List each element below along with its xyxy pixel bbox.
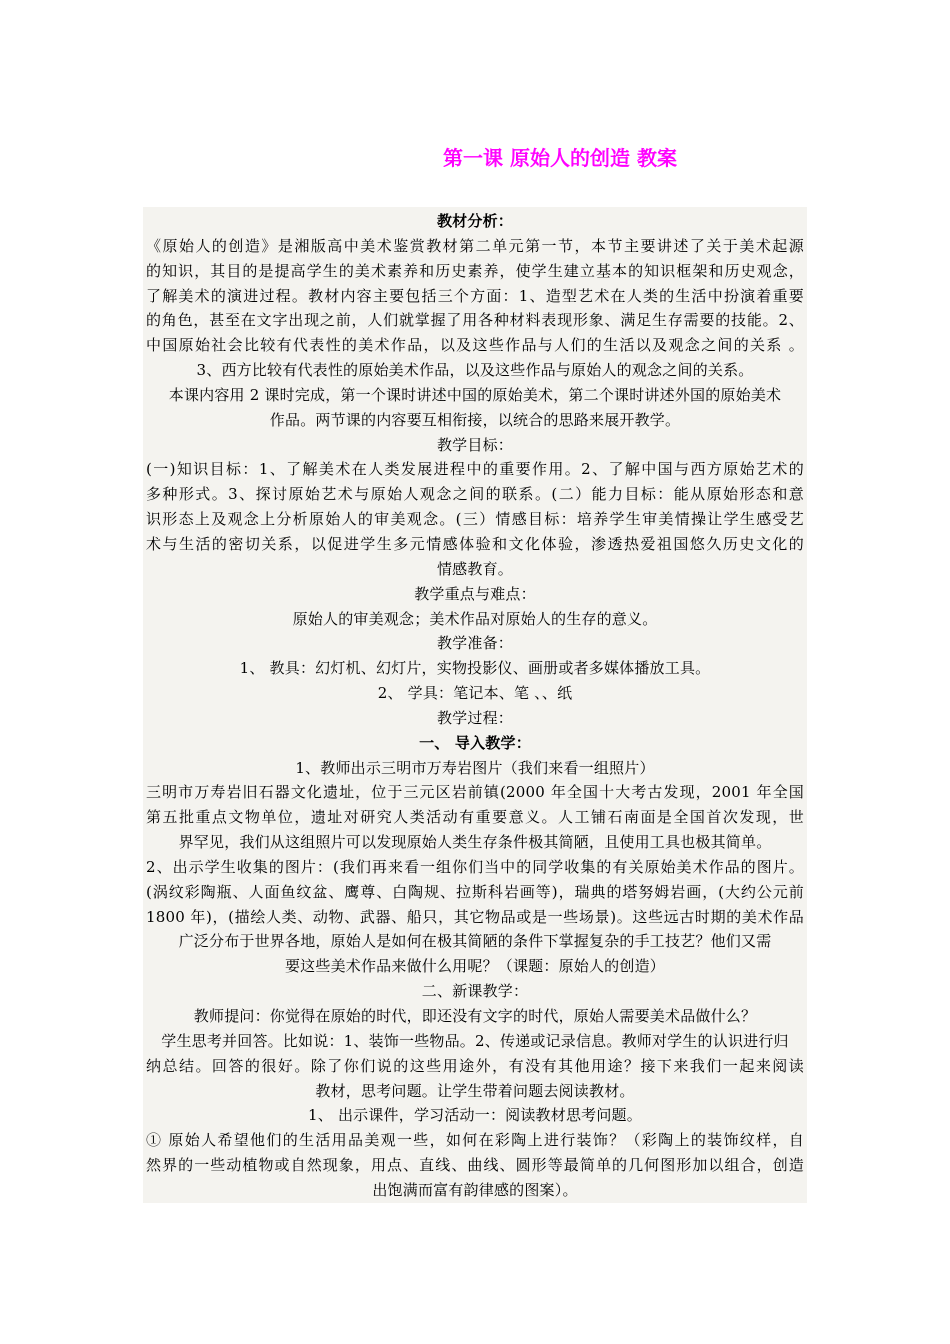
text-line: 识形态上及观念上分析原始人的审美观念。(三）情感目标：培养学生审美情操让学生感受艺 bbox=[146, 510, 804, 529]
text-line: 作品。两节课的内容要互相衔接，以统合的思路来展开教学。 bbox=[269, 410, 681, 429]
text-line: 出饱满而富有韵律感的图案）。 bbox=[372, 1180, 578, 1199]
text-line: 情感教育。 bbox=[436, 559, 513, 578]
text-line: 教师提问：你觉得在原始的时代，即还没有文字的时代，原始人需要美术品做什么？ bbox=[193, 1007, 757, 1025]
text-line: 第五批重点文物单位，遗址对研究人类活动有重要意义。人工铺石南面是全国首次发现，世 bbox=[146, 808, 804, 827]
text-line: (一)知识目标：1、了解美术在人类发展进程中的重要作用。2、了解中国与西方原始艺术的 bbox=[146, 460, 804, 479]
text-line: 《原始人的创造》是湘版高中美术鉴赏教材第二单元第一节，本节主要讲述了关于美术起源 bbox=[146, 236, 804, 255]
text-line: 2、出示学生收集的图片：(我们再来看一组你们当中的同学收集的有关原始美术作品的图片。 bbox=[146, 857, 804, 876]
text-line: 本课内容用 2 课时完成，第一个课时讲述中国的原始美术，第二个课时讲述外国的原始美术 bbox=[168, 385, 782, 404]
text-line: 中国原始社会比较有代表性的美术作品，以及这些作品与人们的生活以及观念之间的关系 。 bbox=[146, 336, 804, 355]
text-line: 教学重点与难点： bbox=[414, 584, 536, 603]
text-line: 术与生活的密切关系，以促进学生多元情感体验和文化体验，渗透热爱祖国悠久历史文化的 bbox=[146, 534, 804, 553]
text-line: 了解美术的演进过程。教材内容主要包括三个方面：1、造型艺术在人类的生活中扮演着重要 bbox=[146, 286, 804, 305]
text-line: 界罕见，我们从这组照片可以发现原始人类生存条件极其简陋，且使用工具也极其简单。 bbox=[178, 833, 772, 852]
text-line: 多种形式。3、探讨原始艺术与原始人观念之间的联系。(二）能力目标：能从原始形态和意 bbox=[146, 485, 804, 504]
text-line: 三明市万寿岩旧石器文化遗址，位于三元区岩前镇(2000 年全国十大考古发现，2001 年全国 bbox=[146, 783, 804, 802]
text-line: 的知识，其目的是提高学生的美术素养和历史素养，使学生建立基本的知识框架和历史观念， bbox=[146, 261, 804, 280]
text-line: 1800 年)，(描绘人类、动物、武器、船只，其它物品或是一些场景)。这些远古时期的美术作品 bbox=[146, 907, 804, 926]
text-line: 教学过程： bbox=[436, 708, 513, 727]
text-line: 1、 出示课件，学习活动一：阅读教材思考问题。 bbox=[308, 1106, 642, 1125]
text-line: 原始人的审美观念；美术作品对原始人的生存的意义。 bbox=[292, 609, 658, 628]
text-line: 然界的一些动植物或自然现象，用点、直线、曲线、圆形等最简单的几何图形加以组合，创造 bbox=[146, 1156, 804, 1175]
text-line: ① 原始人希望他们的生活用品美观一些，如何在彩陶上进行装饰？（彩陶上的装饰纹样，自 bbox=[146, 1131, 804, 1150]
text-line: 1、 教具：幻灯机、幻灯片，实物投影仪、画册或者多媒体播放工具。 bbox=[239, 659, 711, 678]
text-line: 的角色，甚至在文字出现之前，人们就掌握了用各种材料表现形象、满足生存需要的技能。2、 bbox=[146, 311, 804, 330]
text-line: 一、 导入教学： bbox=[419, 733, 531, 752]
text-line: 2、 学具：笔记本、笔 、、纸 bbox=[377, 684, 573, 703]
text-line: 教学目标： bbox=[436, 435, 513, 454]
document-title: 第一课 原始人的创造 教案 bbox=[443, 146, 677, 170]
text-line: 教学准备： bbox=[436, 634, 513, 653]
text-line: 教材分析： bbox=[436, 212, 513, 230]
text-line: 要这些美术作品来做什么用呢？（课题：原始人的创造） bbox=[284, 957, 665, 976]
text-line: 学生思考并回答。比如说：1、装饰一些物品。2、传递或记录信息。教师对学生的认识进行归 bbox=[161, 1031, 789, 1050]
text-line: 教材，思考问题。让学生带着问题去阅读教材。 bbox=[315, 1081, 635, 1100]
lesson-plan-body bbox=[143, 207, 807, 1203]
text-line: 广泛分布于世界各地，原始人是如何在极其简陋的条件下掌握复杂的手工技艺？他们又需 bbox=[178, 932, 772, 951]
text-line: 1、教师出示三明市万寿岩图片（我们来看一组照片） bbox=[295, 758, 655, 777]
text-line: 二、新课教学： bbox=[421, 982, 529, 1001]
text-line: 3、西方比较有代表性的原始美术作品，以及这些作品与原始人的观念之间的关系。 bbox=[196, 361, 754, 380]
text-line: (涡纹彩陶瓶、人面鱼纹盆、鹰尊、白陶规、拉斯科岩画等)，瑞典的塔努姆岩画，(大约公元前 bbox=[146, 882, 804, 901]
text-line: 纳总结。回答的很好。除了你们说的这些用途外，有没有其他用途？接下来我们一起来阅读 bbox=[146, 1056, 804, 1075]
